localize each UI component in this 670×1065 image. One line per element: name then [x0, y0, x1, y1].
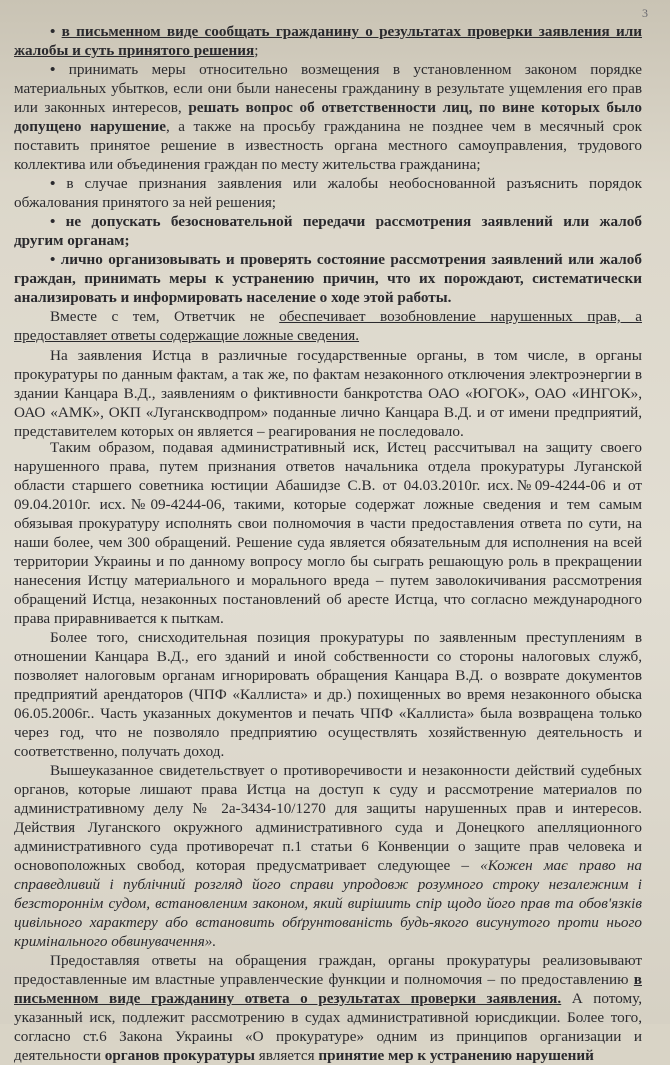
duty-item-2: • принимать меры относительно возмещения в установленном законом порядке материальных убытков, если они были нанесены гражданину в результате ущемления его прав или законных интересов, решать вопрос об ответственности лиц, по вине которых было допущено нарушение, а также на просьбу гражданина не позднее чем в месячный срок поставить принятое решение в известность органа местного самоуправления, трудового коллектива или объединения граждан по месту жительства гражданина;: [14, 60, 642, 174]
duty-item-1: • в письменном виде сообщать гражданину о результатах проверки заявления или жалобы и суть принятого решения;: [14, 22, 642, 60]
page-number: 3: [642, 6, 648, 20]
paragraph-applications: На заявления Истца в различные государственные органы, в том числе, в органы прокуратуры по данным фактам, а так же, по фактам незаконного отключения электроэнергии в здании Канцара В.Д., заявлениям о фиктивности банкротства ОАО «ЮГОК», ОАО «ИНГОК», ОАО «АМК», ОКП «Луганскводпром» поданные лично Канцара В.Д. и от имени предприятий, представителем которых он является – реагирования не последовало.: [14, 347, 642, 440]
paragraph-false-info: Вместе с тем, Ответчик не обеспечивает возобновление нарушенных прав, а предоставляет ответы содержащие ложные сведения.: [14, 308, 642, 344]
main-argument: [14, 438, 642, 1065]
duty-item-4: • не допускать безосновательной передачи рассмотрения заявлений или жалоб другим органам;: [14, 212, 642, 250]
paragraph-claim: Таким образом, подавая административный иск, Истец рассчитывал на защиту своего нарушенного права, путем признания ответов начальника отдела прокуратуры Луганской области старшего советника юстиции Абашидзе С.В. от 04.03.2010г. исх.№09-4244-06 и от 09.04.2010г. исх.№09-4244-06, такими, которые содержат ложные сведения и тем самым обязывая прокуратуру исполнять свои полномочия в части предоставления ответа по сути, на наши более, чем 300 обращений. Решение суда является обязательным для исполнения на всей территории Украины и по данному вопросу могло бы сыграть решающую роль в прекращении нанесения Истцу материального и морального вреда – путем заволокичивания рассмотрения обращений Истца, незаконных постановлений об аресте Истца, что согласно международного права приравнивается к пыткам.: [14, 439, 642, 627]
paragraph-prosecution: Предоставляя ответы на обращения граждан, органы прокуратуры реализовывают предоставленные им властные управленческие функции и полномочия – по предоставлению в письменном виде гражданину ответа о результатах проверки заявления. А потому, указанный иск, подлежит рассмотрению в судах административной юрисдикции. Более того, согласно ст.6 Закона Украины «О прокуратуре» одним из принципов организации и деятельности органов прокуратуры является принятие мер к устранению нарушений: [14, 952, 642, 1064]
paragraph-convention: Вышеуказанное свидетельствует о противоречивости и незаконности действий судебных органов, которые лишают права Истца на доступ к суду и рассмотрение материалов по административному делу № 2а-3434-10/1270 для защиты нарушенных прав и интересов. Действия Луганского окружного административного суда и Донецкого апелляционного административного суда противоречат п.1 статьи 6 Конвенции о защите прав человека и основоположных свобод, которая предусматривает следующее – «Кожен має право на справедливий і публічний розгляд його справи упродовж розумного строку незалежним і безстороннім судом, встановленим законом, який вирішить спір щодо його прав та обов'язків цивільного характеру або встановить обґрунтованість будь-якого висунутого проти нього кримінального обвинувачення».: [14, 762, 642, 950]
duty-item-5: • лично организовывать и проверять состояние рассмотрения заявлений или жалоб граждан, принимать меры к устранению причин, что их порождают, систематически анализировать и информировать население о ходе этой работы.: [14, 250, 642, 307]
duty-item-3: • в случае признания заявления или жалобы необоснованной разъяснить порядок обжалования принятого за ней решения;: [14, 174, 642, 212]
paragraph-tax: Более того, снисходительная позиция прокуратуры по заявленным преступлениям в отношении Канцара В.Д., его зданий и иной собственности со стороны налоговых служб, позволяет налоговым органам игнорировать обращения Канцара В.Д. о возврате документов предприятий арендаторов (ЧПФ «Каллиста» и др.) похищенных во время незаконного обыска 06.05.2006г.. Часть указанных документов и печать ЧПФ «Каллиста» была возвращена только через год, что не позволяло предприятию осуществлять хозяйственную деятельность и соответственно, получать доход.: [14, 629, 642, 760]
duties-list: [14, 22, 642, 345]
